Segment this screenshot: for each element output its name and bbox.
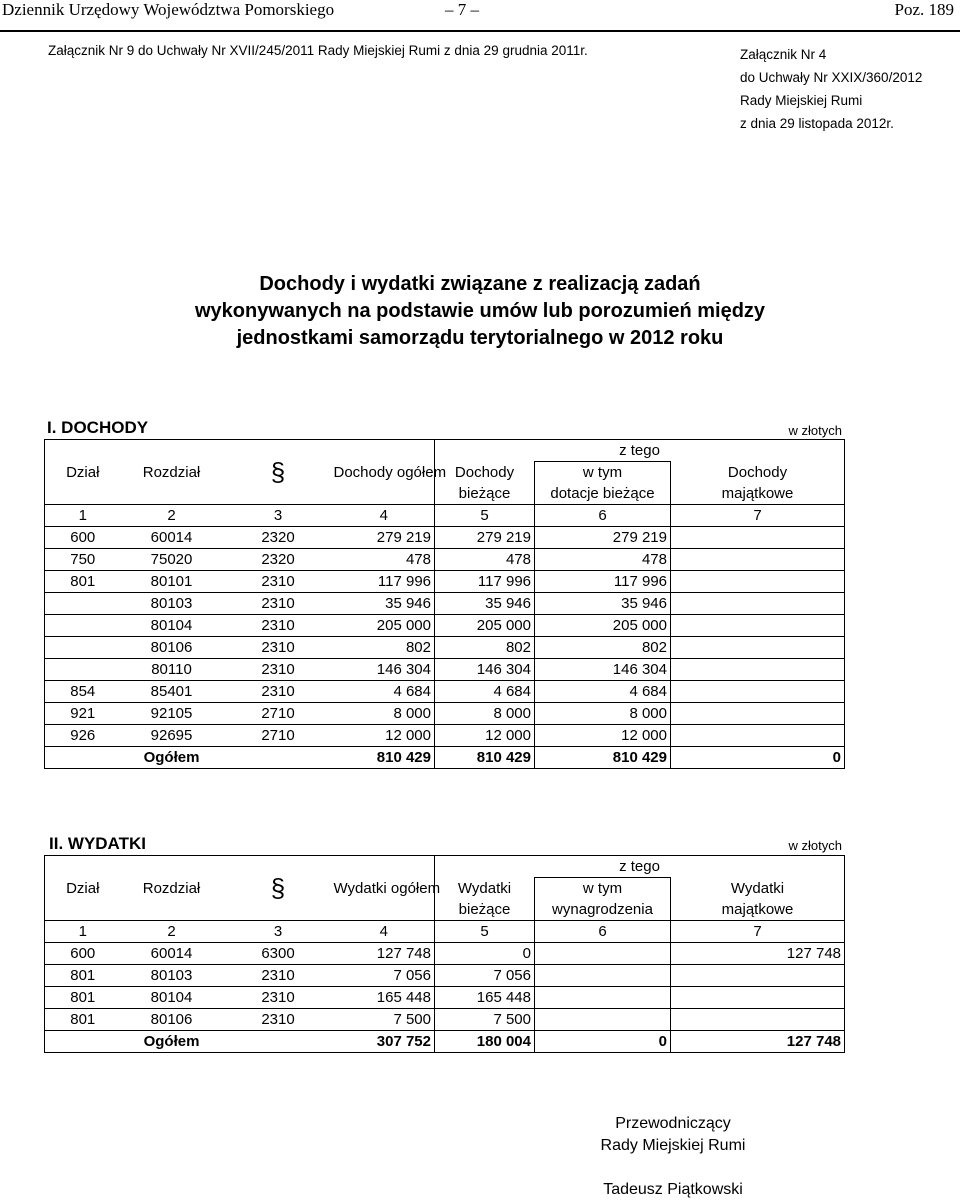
table-cell [45, 637, 121, 659]
header-capital: Wydatki [671, 878, 845, 900]
table-row [45, 659, 845, 681]
header-z-tego: z tego [435, 856, 845, 878]
total-value: 810 429 [535, 747, 671, 769]
table-cell: 801 [45, 965, 121, 987]
table-cell: 0 [435, 943, 535, 965]
header-total: Dochody ogółem [334, 462, 435, 484]
table-cell: 117 996 [334, 571, 435, 593]
header-paragraph: § [270, 872, 286, 903]
table-row [45, 987, 845, 1009]
table-row [45, 943, 845, 965]
header-sub: w tym [535, 462, 671, 484]
signature-name: Tadeusz Piątkowski [603, 1181, 743, 1198]
income-table [44, 439, 845, 769]
table-cell: 2310 [223, 987, 334, 1009]
table-cell [45, 659, 121, 681]
table-cell: 926 [45, 725, 121, 747]
table-cell: 854 [45, 681, 121, 703]
table-row [45, 571, 845, 593]
attachment-line: z dnia 29 listopada 2012r. [740, 116, 894, 131]
table-cell [671, 571, 845, 593]
table-cell: 2310 [223, 593, 334, 615]
col-number: 3 [223, 505, 334, 527]
table-cell: 2310 [223, 681, 334, 703]
table-cell: 8 000 [334, 703, 435, 725]
table-cell: 7 500 [435, 1009, 535, 1031]
document-title [0, 271, 960, 352]
total-value: 0 [671, 747, 845, 769]
signature-role: Przewodniczący [615, 1115, 731, 1132]
attachment-line: Rady Miejskiej Rumi [740, 93, 863, 108]
table-cell: 6300 [223, 943, 334, 965]
table-cell: 127 748 [671, 943, 845, 965]
table-cell: 35 946 [334, 593, 435, 615]
header-paragraph: § [270, 456, 286, 487]
col-number: 1 [45, 921, 121, 943]
header-capital: Dochody [671, 462, 845, 484]
col-number: 2 [121, 505, 223, 527]
col-number: 7 [671, 505, 845, 527]
table-cell: 7 056 [334, 965, 435, 987]
table-cell: 802 [435, 637, 535, 659]
col-number: 1 [45, 505, 121, 527]
table-cell: 600 [45, 943, 121, 965]
table-cell: 80103 [121, 593, 223, 615]
col-number: 5 [435, 505, 535, 527]
table-cell: 600 [45, 527, 121, 549]
table-cell: 146 304 [435, 659, 535, 681]
table-row [45, 637, 845, 659]
table-cell: 2310 [223, 659, 334, 681]
table-cell: 12 000 [435, 725, 535, 747]
table-cell: 7 500 [334, 1009, 435, 1031]
table-cell: 80106 [121, 1009, 223, 1031]
table-cell: 801 [45, 1009, 121, 1031]
table-cell: 80104 [121, 987, 223, 1009]
table-cell [535, 1009, 671, 1031]
expenses-section-title: II. WYDATKI [49, 834, 146, 853]
income-section-title: I. DOCHODY [47, 418, 149, 437]
table-cell [671, 681, 845, 703]
col-number: 6 [535, 505, 671, 527]
total-value: 127 748 [671, 1031, 845, 1053]
table-cell: 12 000 [334, 725, 435, 747]
table-cell: 750 [45, 549, 121, 571]
table-cell: 80101 [121, 571, 223, 593]
table-cell: 801 [45, 571, 121, 593]
header-current-2: bieżące [435, 899, 535, 921]
header-z-tego: z tego [435, 440, 845, 462]
table-cell: 4 684 [435, 681, 535, 703]
attachment-note: Załącznik Nr 9 do Uchwały Nr XVII/245/2011 Rady Miejskiej Rumi z dnia 29 grudnia 2011r. [48, 43, 588, 58]
col-number: 7 [671, 921, 845, 943]
table-cell: 80103 [121, 965, 223, 987]
table-row [45, 965, 845, 987]
table-cell: 146 304 [334, 659, 435, 681]
table-cell: 205 000 [535, 615, 671, 637]
table-cell [671, 659, 845, 681]
attachment-line: do Uchwały Nr XXIX/360/2012 [740, 70, 923, 85]
table-cell: 2310 [223, 615, 334, 637]
table-cell [671, 965, 845, 987]
table-cell: 205 000 [334, 615, 435, 637]
table-cell: 127 748 [334, 943, 435, 965]
header-total: Wydatki ogółem [334, 878, 435, 900]
table-cell: 92105 [121, 703, 223, 725]
table-cell: 80104 [121, 615, 223, 637]
col-number: 4 [334, 921, 435, 943]
table-cell: 2310 [223, 1009, 334, 1031]
header-sub: w tym [535, 878, 671, 900]
total-value: 180 004 [435, 1031, 535, 1053]
table-row [45, 549, 845, 571]
total-value: 0 [535, 1031, 671, 1053]
table-cell [535, 987, 671, 1009]
title-line: wykonywanych na podstawie umów lub porozumień między [194, 300, 766, 322]
header-sub-2: dotacje bieżące [535, 483, 671, 505]
table-cell: 165 448 [435, 987, 535, 1009]
header-capital-2: majątkowe [671, 483, 845, 505]
journal-title: Dziennik Urzędowy Województwa Pomorskiego [2, 0, 335, 19]
table-cell: 921 [45, 703, 121, 725]
total-label: Ogółem [121, 747, 223, 769]
table-row [45, 703, 845, 725]
table-cell [535, 965, 671, 987]
total-value: 307 752 [334, 1031, 435, 1053]
table-cell: 80106 [121, 637, 223, 659]
table-row [45, 681, 845, 703]
income-unit: w złotych [788, 423, 842, 438]
table-cell [535, 943, 671, 965]
header-current: Wydatki [435, 878, 535, 900]
table-cell [671, 725, 845, 747]
header-dzial: Dział [45, 462, 121, 484]
header-current: Dochody [435, 462, 535, 484]
table-cell [671, 703, 845, 725]
table-cell: 12 000 [535, 725, 671, 747]
expenses-unit: w złotych [788, 838, 842, 853]
table-cell: 478 [334, 549, 435, 571]
col-number: 5 [435, 921, 535, 943]
table-cell: 478 [435, 549, 535, 571]
table-cell: 92695 [121, 725, 223, 747]
table-cell: 60014 [121, 943, 223, 965]
col-number: 3 [223, 921, 334, 943]
table-cell: 4 684 [535, 681, 671, 703]
total-value: 810 429 [435, 747, 535, 769]
header-sub-2: wynagrodzenia [535, 899, 671, 921]
table-cell: 279 219 [334, 527, 435, 549]
attachment-block [740, 43, 922, 135]
table-cell: 2710 [223, 725, 334, 747]
table-cell: 802 [535, 637, 671, 659]
table-cell: 2320 [223, 527, 334, 549]
table-row [45, 1009, 845, 1031]
table-cell: 2310 [223, 637, 334, 659]
signature-council: Rady Miejskiej Rumi [600, 1137, 746, 1154]
table-cell [671, 615, 845, 637]
table-row [45, 615, 845, 637]
total-label: Ogółem [121, 1031, 223, 1053]
table-cell [45, 615, 121, 637]
table-cell: 75020 [121, 549, 223, 571]
table-cell: 35 946 [535, 593, 671, 615]
table-cell: 117 996 [535, 571, 671, 593]
title-line: jednostkami samorządu terytorialnego w 2012 roku [236, 327, 724, 349]
col-number: 4 [334, 505, 435, 527]
table-row [45, 593, 845, 615]
table-cell: 2320 [223, 549, 334, 571]
title-line: Dochody i wydatki związane z realizacją zadań [259, 273, 701, 295]
table-cell: 205 000 [435, 615, 535, 637]
table-cell: 478 [535, 549, 671, 571]
table-cell: 4 684 [334, 681, 435, 703]
table-cell [671, 987, 845, 1009]
header-capital-2: majątkowe [671, 899, 845, 921]
header-rozdzial: Rozdział [142, 879, 201, 897]
table-cell: 80110 [121, 659, 223, 681]
header-current-2: bieżące [435, 483, 535, 505]
table-row [45, 527, 845, 549]
page-number: – 7 – [445, 0, 479, 19]
table-cell: 60014 [121, 527, 223, 549]
table-cell [671, 637, 845, 659]
table-cell: 8 000 [535, 703, 671, 725]
table-cell: 2310 [223, 965, 334, 987]
table-cell: 7 056 [435, 965, 535, 987]
table-cell: 279 219 [535, 527, 671, 549]
table-cell: 85401 [121, 681, 223, 703]
table-cell: 117 996 [435, 571, 535, 593]
table-cell [671, 549, 845, 571]
header-dzial: Dział [45, 878, 121, 900]
header-rozdzial: Rozdział [142, 463, 201, 481]
table-cell: 279 219 [435, 527, 535, 549]
attachment-line: Załącznik Nr 4 [740, 47, 827, 62]
col-number: 6 [535, 921, 671, 943]
total-value: 810 429 [334, 747, 435, 769]
table-cell: 8 000 [435, 703, 535, 725]
expenses-table [44, 855, 845, 1053]
table-cell [671, 593, 845, 615]
page-header [0, 0, 960, 32]
table-cell [671, 527, 845, 549]
table-cell: 35 946 [435, 593, 535, 615]
table-cell: 146 304 [535, 659, 671, 681]
table-row [45, 725, 845, 747]
col-number: 2 [121, 921, 223, 943]
table-cell: 2710 [223, 703, 334, 725]
table-cell [671, 1009, 845, 1031]
table-cell: 2310 [223, 571, 334, 593]
table-cell: 802 [334, 637, 435, 659]
position-number: Poz. 189 [894, 0, 954, 19]
table-cell [45, 593, 121, 615]
table-cell: 165 448 [334, 987, 435, 1009]
table-cell: 801 [45, 987, 121, 1009]
